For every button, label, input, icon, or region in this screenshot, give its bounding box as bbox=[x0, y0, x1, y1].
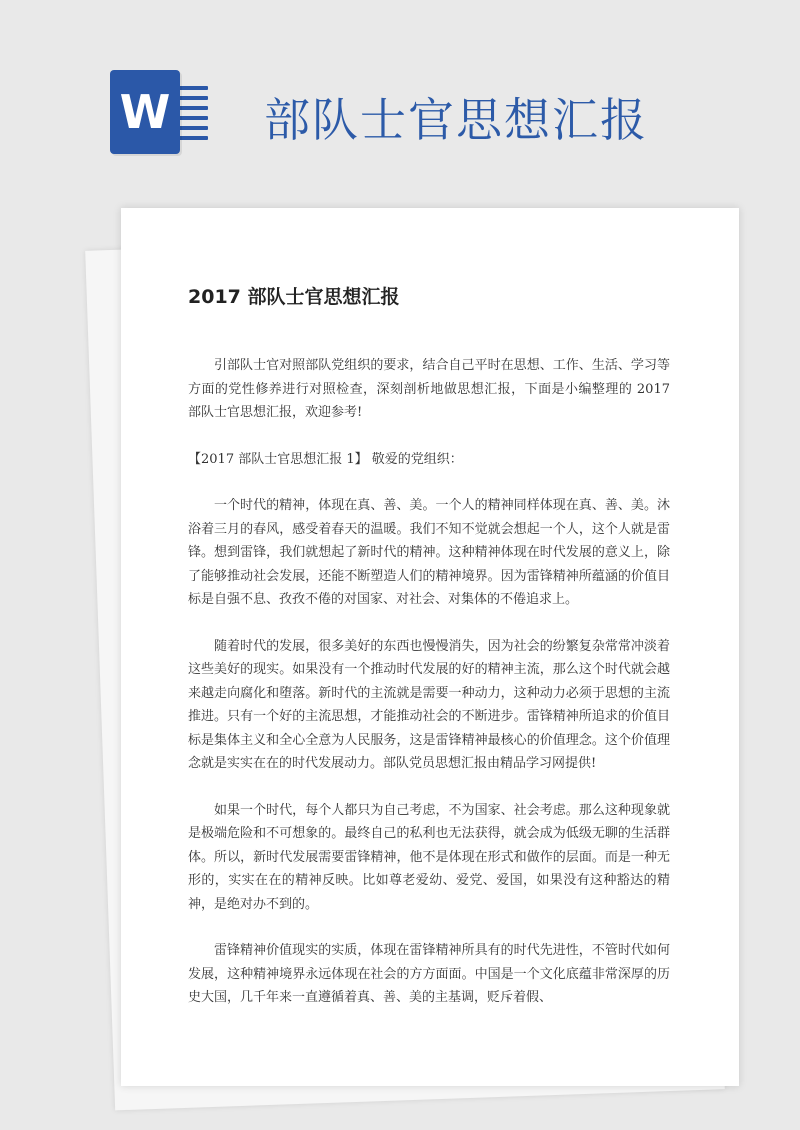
body-paragraph: 雷锋精神价值现实的实质，体现在雷锋精神所具有的时代先进性，不管时代如何发展，这种精神境界永远体现在社会的方方面面。中国是一个文化底蕴非常深厚的历史大国，几千年来一直遵循着真、善、美的主基调，贬斥着假、 bbox=[188, 943, 670, 1005]
word-letter-badge: W bbox=[110, 70, 180, 154]
intro-paragraph: 引部队士官对照部队党组织的要求，结合自己平时在思想、工作、生活、学习等方面的党性修养进行对照检查，深刻剖析地做思想汇报，下面是小编整理的 2017 部队士官思想汇报，欢迎参考! bbox=[188, 358, 670, 420]
document-body bbox=[188, 354, 670, 1033]
body-paragraph: 一个时代的精神，体现在真、善、美。一个人的精神同样体现在真、善、美。沐浴着三月的春风，感受着春天的温暖。我们不知不觉就会想起一个人，这个人就是雷锋。想到雷锋，我们就想起了新时代的精神。这种精神体现在时代发展的意义上，除了能够推动社会发展，还能不断塑造人们的精神境界。因为雷锋精神所蕴涵的价值目标是自强不息、孜孜不倦的对国家、对社会、对集体的不倦追求上。 bbox=[188, 498, 670, 607]
section-heading: 【2017 部队士官思想汇报 1】 敬爱的党组织： bbox=[188, 451, 463, 467]
document-title: 2017 部队士官思想汇报 bbox=[188, 286, 400, 308]
body-paragraph: 随着时代的发展，很多美好的东西也慢慢消失，因为社会的纷繁复杂常常冲淡着这些美好的现实。如果没有一个推动时代发展的好的精神主流，那么这个时代就会越来越走向腐化和堕落。新时代的主流就是需要一种动力，这种动力必须于思想的主流推进。只有一个好的主流思想，才能推动社会的不断进步。雷锋精神所追求的价值目标是集体主义和全心全意为人民服务，这是雷锋精神最核心的价值理念。这个价值理念就是实实在在的时代发展动力。部队党员思想汇报由精品学习网提供! bbox=[188, 638, 670, 771]
page-title: 部队士官思想汇报 bbox=[264, 93, 648, 147]
document-page bbox=[121, 208, 739, 1086]
body-paragraph: 如果一个时代，每个人都只为自己考虑，不为国家、社会考虑。那么这种现象就是极端危险和不可想象的。最终自己的私利也无法获得，就会成为低级无聊的生活群体。所以，新时代发展需要雷锋精神，他不是体现在形式和做作的层面。而是一种无形的，实实在在的精神反映。比如尊老爱幼、爱党、爱国，如果没有这种豁达的精神，是绝对办不到的。 bbox=[188, 802, 670, 912]
